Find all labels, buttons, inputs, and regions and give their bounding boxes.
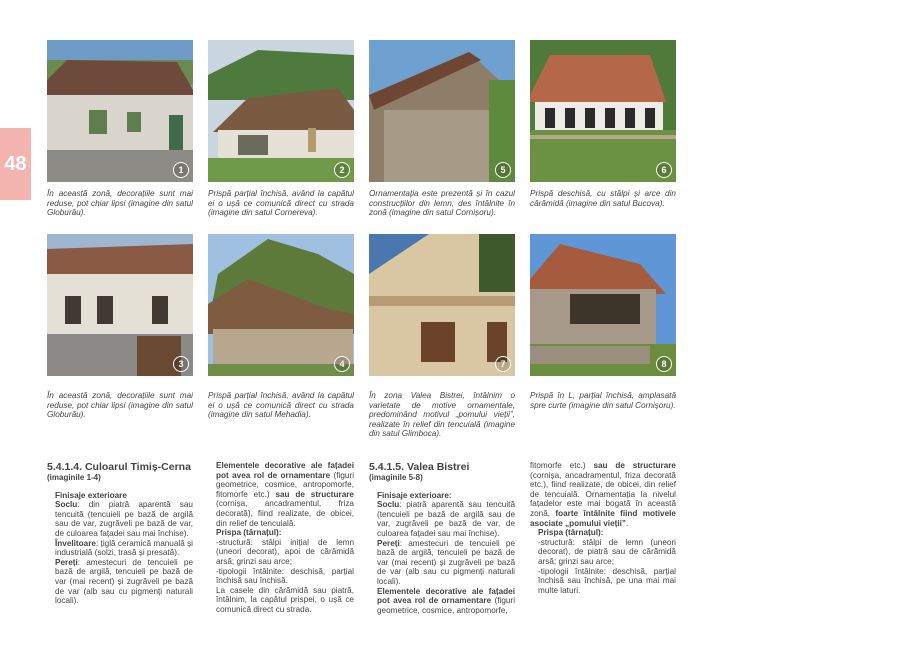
house-photo-2 [208,40,354,182]
photo-caption: În zona Valea Bistrei, întâlnim o varietate de motive ornamentale, predominând motivul „pomului vieții”, realizate în relief din tencuială (imagine din satul Glimboca). [369,391,515,439]
house-photo-8 [530,234,676,376]
text-column-1 [47,461,193,606]
photo-8 [530,234,676,376]
paragraph: Învelitoare: țiglă ceramică manuală și industrială (solzi, trasă și presată). [55,538,193,558]
paragraph: -structură: stâlpi de lemn (uneori decorat), de piatră sau de cărămidă arsă; grinzi sau arce; [538,537,676,566]
page-number: 48 [0,128,31,200]
photo-number-badge: 2 [334,162,350,178]
text-column-3 [369,461,515,615]
photo-caption: Prispă deschisă, cu stâlpi și arce din cărămidă (imagine din satul Bucova). [530,189,676,208]
subheading: Finisaje exterioare: [377,490,452,500]
paragraph: Pereți: amestecuri de tencuieli pe bază de argilă, tencuieli pe bază de var (mai recent) și zugrăveli pe bază de var (alb sau cu pigmenți naturali locali). [55,557,193,606]
paragraph: Elementele decorative ale fațadei pot avea rol de ornamentare (figuri geometrice, cosmice, antropomorfe, fitomorfe etc.) sau de structurare (cornișa, ancadramentul, friza decorată), fiind realizate, de obicei, din relief de tencuială. [216,461,355,528]
photo-2 [208,40,354,182]
photo-5 [369,40,515,182]
photo-4 [208,234,354,376]
photo-number-badge: 8 [656,356,672,372]
house-photo-4 [208,234,354,376]
text-column-2 [208,461,354,615]
house-photo-3 [47,234,193,376]
paragraph: -tipologii întâlnite: deschisă, parțial închisă sau închisă. [216,566,354,586]
paragraph: -tipologii întâlnite: deschisă, parțial închisă sau închisă, pe una mai mai multe laturi. [538,566,676,595]
section-title: 5.4.1.5. Valea Bistrei [369,461,470,473]
photo-6 [530,40,676,182]
paragraph: Pereți: amestecuri de tencuieli pe bază de argilă, tencuieli pe bază de var (mai recent) și zugrăveli pe bază de var (alb sau cu pigmenți naturali locali). [377,538,515,586]
house-photo-6 [530,40,676,182]
paragraph: fitomorfe etc.) sau de structurare (cornișa, ancadramentul, friza decorată etc.), fiind realizate, de obicei, din relief de tencuială. Ornamentația la nivelul fațadelor este mai bogată în această zonă, foarte întâlnite fiind motivele asociate „pomului vieții”. [530,461,676,528]
photo-caption: Prispă parțial închisă, având la capătul ei o ușă ce comunică direct cu strada (imagine din satul Cornereva). [208,189,354,218]
photo-1 [47,40,193,182]
paragraph: Soclu: piatră aparentă sau tencuită (tencuieli pe bază de argilă sau de var, zugrăveli pe bază de var, de culoarea fațadei sau mai închise). [377,500,515,538]
photo-number-badge: 5 [495,162,511,178]
house-photo-5 [369,40,515,182]
photo-caption: În această zonă, decorațiile sunt mai reduse, pot chiar lipsi (imagine din satul Globurău). [47,391,193,420]
photo-number-badge: 7 [495,356,511,372]
section-title: 5.4.1.4. Culoarul Timiș-Cerna [47,461,191,473]
photo-number-badge: 4 [334,356,350,372]
paragraph: La casele din cărămidă sau piatră, întâlnim, la capătul prispei, o ușă ce comunică direct cu strada. [216,585,354,614]
subheading: Finisaje exterioare [55,490,127,500]
subheading: Prispa (târnațul): [538,528,604,538]
paragraph: Elementele decorative ale fațadei pot avea rol de ornamentare (figuri geometrice, cosmice, antropomorfe, [377,586,516,615]
paragraph: Soclu: din piatră aparentă sau tencuită (tencuieli pe bază de argilă sau de var, zugrăveli pe bază de var, de culoarea fațadei sau mai închise). [55,500,193,538]
photo-caption: Prispă parțial închisă, având la capătul ei o ușă ce comunică direct cu strada (imagine din satul Mehadia). [208,391,354,420]
text-column-4 [530,461,676,595]
house-photo-7 [369,234,515,376]
section-subtitle: (imaginile 5-8) [369,473,423,482]
photo-caption: Ornamentația este prezentă și în cazul construcțiilor din lemn, des întâlnite în zonă (imagine din satul Cornișoru). [369,189,515,218]
photo-caption: În această zonă, decorațiile sunt mai reduse, pot chiar lipsi (imagine din satul Globurău). [47,189,193,218]
photo-caption: Prispă în L, parțial închisă, amplasată spre curte (imagine din satul Cornișoru). [530,391,676,410]
section-subtitle: (imaginile 1-4) [47,473,101,482]
photo-number-badge: 6 [656,162,672,178]
photo-number-badge: 1 [173,162,189,178]
photo-number-badge: 3 [173,356,189,372]
photo-7 [369,234,515,376]
paragraph: -structură: stâlpi inițial de lemn (uneori decorat), apoi de cărămidă arsă; grinzi sau arce; [216,537,354,566]
subheading: Prispa (târnațul): [216,528,282,538]
house-photo-1 [47,40,193,182]
photo-3 [47,234,193,376]
